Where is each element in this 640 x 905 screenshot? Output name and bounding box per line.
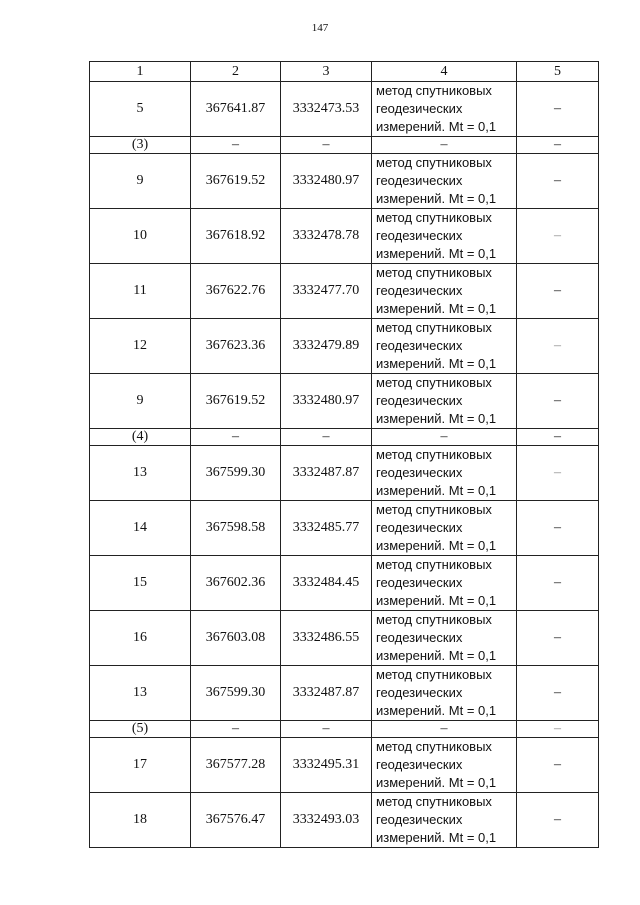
table-row <box>90 611 599 666</box>
x-coordinate-cell: 367577.28 <box>191 738 281 793</box>
contour-separator-row <box>90 721 599 738</box>
point-number-cell: 10 <box>90 209 191 264</box>
point-number-cell: 17 <box>90 738 191 793</box>
table-row <box>90 264 599 319</box>
method-line: геодезических <box>376 812 463 827</box>
x-coordinate-cell: 367622.76 <box>191 264 281 319</box>
method-line: измерений. Mt = 0,1 <box>376 411 497 426</box>
header-col-5: 5 <box>517 62 599 82</box>
point-number-cell: 14 <box>90 501 191 556</box>
y-coordinate-cell: 3332486.55 <box>281 611 372 666</box>
method-line: метод спутниковых <box>376 612 492 627</box>
method-line: геодезических <box>376 685 463 700</box>
method-line: метод спутниковых <box>376 447 492 462</box>
method-cell <box>372 738 517 793</box>
x-coordinate-cell: 367599.30 <box>191 446 281 501</box>
method-line: геодезических <box>376 757 463 772</box>
point-number-cell: 16 <box>90 611 191 666</box>
page-number: 147 <box>311 22 329 34</box>
point-number-cell: 12 <box>90 319 191 374</box>
table-row <box>90 556 599 611</box>
header-col-4: 4 <box>372 62 517 82</box>
note-cell: – <box>517 501 599 556</box>
header-row <box>90 62 599 82</box>
x-coordinate-cell: – <box>191 429 281 446</box>
x-coordinate-cell: 367623.36 <box>191 319 281 374</box>
point-number-cell: 13 <box>90 666 191 721</box>
method-cell <box>372 501 517 556</box>
table-body <box>90 82 599 848</box>
coordinates-table <box>89 61 599 848</box>
y-coordinate-cell: 3332485.77 <box>281 501 372 556</box>
header-col-3: 3 <box>281 62 372 82</box>
point-number-cell: (3) <box>90 137 191 154</box>
method-cell <box>372 319 517 374</box>
note-cell: – <box>517 209 599 264</box>
y-coordinate-cell: 3332487.87 <box>281 446 372 501</box>
note-cell: – <box>517 666 599 721</box>
y-coordinate-cell: – <box>281 137 372 154</box>
method-cell <box>372 264 517 319</box>
table-row <box>90 82 599 137</box>
note-cell: – <box>517 319 599 374</box>
method-line: измерений. Mt = 0,1 <box>376 483 497 498</box>
table-row <box>90 154 599 209</box>
method-cell: – <box>372 721 517 738</box>
note-cell: – <box>517 446 599 501</box>
point-number-cell: (4) <box>90 429 191 446</box>
y-coordinate-cell: 3332487.87 <box>281 666 372 721</box>
method-line: метод спутниковых <box>376 210 492 225</box>
method-cell <box>372 446 517 501</box>
point-number-cell: 15 <box>90 556 191 611</box>
contour-separator-row <box>90 429 599 446</box>
method-line: измерений. Mt = 0,1 <box>376 830 497 845</box>
method-line: метод спутниковых <box>376 502 492 517</box>
method-line: геодезических <box>376 283 463 298</box>
point-number-cell: 9 <box>90 154 191 209</box>
x-coordinate-cell: 367618.92 <box>191 209 281 264</box>
table-row <box>90 666 599 721</box>
note-cell: – <box>517 137 599 154</box>
x-coordinate-cell: 367641.87 <box>191 82 281 137</box>
table-row <box>90 374 599 429</box>
table-row <box>90 446 599 501</box>
x-coordinate-cell: 367599.30 <box>191 666 281 721</box>
method-line: измерений. Mt = 0,1 <box>376 191 497 206</box>
y-coordinate-cell: 3332480.97 <box>281 374 372 429</box>
x-coordinate-cell: 367602.36 <box>191 556 281 611</box>
method-line: измерений. Mt = 0,1 <box>376 593 497 608</box>
table-row <box>90 501 599 556</box>
method-cell <box>372 154 517 209</box>
y-coordinate-cell: – <box>281 429 372 446</box>
method-line: геодезических <box>376 173 463 188</box>
method-line: геодезических <box>376 393 463 408</box>
method-line: измерений. Mt = 0,1 <box>376 775 497 790</box>
method-line: метод спутниковых <box>376 667 492 682</box>
method-line: метод спутниковых <box>376 265 492 280</box>
y-coordinate-cell: 3332493.03 <box>281 793 372 848</box>
table-row <box>90 793 599 848</box>
method-cell <box>372 666 517 721</box>
note-cell: – <box>517 82 599 137</box>
y-coordinate-cell: 3332484.45 <box>281 556 372 611</box>
method-line: метод спутниковых <box>376 794 492 809</box>
method-line: метод спутниковых <box>376 83 492 98</box>
header-col-2: 2 <box>191 62 281 82</box>
method-line: геодезических <box>376 465 463 480</box>
note-cell: – <box>517 793 599 848</box>
note-cell: – <box>517 738 599 793</box>
method-cell: – <box>372 429 517 446</box>
method-line: метод спутниковых <box>376 557 492 572</box>
method-line: геодезических <box>376 101 463 116</box>
note-cell: – <box>517 429 599 446</box>
x-coordinate-cell: 367619.52 <box>191 154 281 209</box>
method-line: измерений. Mt = 0,1 <box>376 538 497 553</box>
method-cell <box>372 82 517 137</box>
method-line: метод спутниковых <box>376 155 492 170</box>
x-coordinate-cell: 367598.58 <box>191 501 281 556</box>
method-line: измерений. Mt = 0,1 <box>376 703 497 718</box>
y-coordinate-cell: 3332478.78 <box>281 209 372 264</box>
note-cell: – <box>517 264 599 319</box>
y-coordinate-cell: 3332479.89 <box>281 319 372 374</box>
y-coordinate-cell: 3332477.70 <box>281 264 372 319</box>
note-cell: – <box>517 154 599 209</box>
point-number-cell: 9 <box>90 374 191 429</box>
method-line: геодезических <box>376 228 463 243</box>
point-number-cell: 18 <box>90 793 191 848</box>
method-cell <box>372 209 517 264</box>
contour-separator-row <box>90 137 599 154</box>
method-line: измерений. Mt = 0,1 <box>376 301 497 316</box>
y-coordinate-cell: – <box>281 721 372 738</box>
point-number-cell: 13 <box>90 446 191 501</box>
point-number-cell: 11 <box>90 264 191 319</box>
method-cell <box>372 611 517 666</box>
y-coordinate-cell: 3332473.53 <box>281 82 372 137</box>
y-coordinate-cell: 3332480.97 <box>281 154 372 209</box>
method-line: геодезических <box>376 338 463 353</box>
method-cell <box>372 374 517 429</box>
header-col-1: 1 <box>90 62 191 82</box>
method-line: метод спутниковых <box>376 320 492 335</box>
method-cell <box>372 793 517 848</box>
method-line: измерений. Mt = 0,1 <box>376 119 497 134</box>
x-coordinate-cell: – <box>191 137 281 154</box>
method-line: геодезических <box>376 520 463 535</box>
method-cell <box>372 556 517 611</box>
table-row <box>90 319 599 374</box>
method-line: метод спутниковых <box>376 739 492 754</box>
method-line: геодезических <box>376 575 463 590</box>
method-line: измерений. Mt = 0,1 <box>376 648 497 663</box>
note-cell: – <box>517 374 599 429</box>
x-coordinate-cell: – <box>191 721 281 738</box>
method-line: измерений. Mt = 0,1 <box>376 356 497 371</box>
note-cell: – <box>517 556 599 611</box>
note-cell: – <box>517 721 599 738</box>
method-line: метод спутниковых <box>376 375 492 390</box>
y-coordinate-cell: 3332495.31 <box>281 738 372 793</box>
method-line: измерений. Mt = 0,1 <box>376 246 497 261</box>
point-number-cell: (5) <box>90 721 191 738</box>
table-row <box>90 738 599 793</box>
point-number-cell: 5 <box>90 82 191 137</box>
x-coordinate-cell: 367576.47 <box>191 793 281 848</box>
note-cell: – <box>517 611 599 666</box>
x-coordinate-cell: 367603.08 <box>191 611 281 666</box>
method-line: геодезических <box>376 630 463 645</box>
method-cell: – <box>372 137 517 154</box>
x-coordinate-cell: 367619.52 <box>191 374 281 429</box>
table-row <box>90 209 599 264</box>
